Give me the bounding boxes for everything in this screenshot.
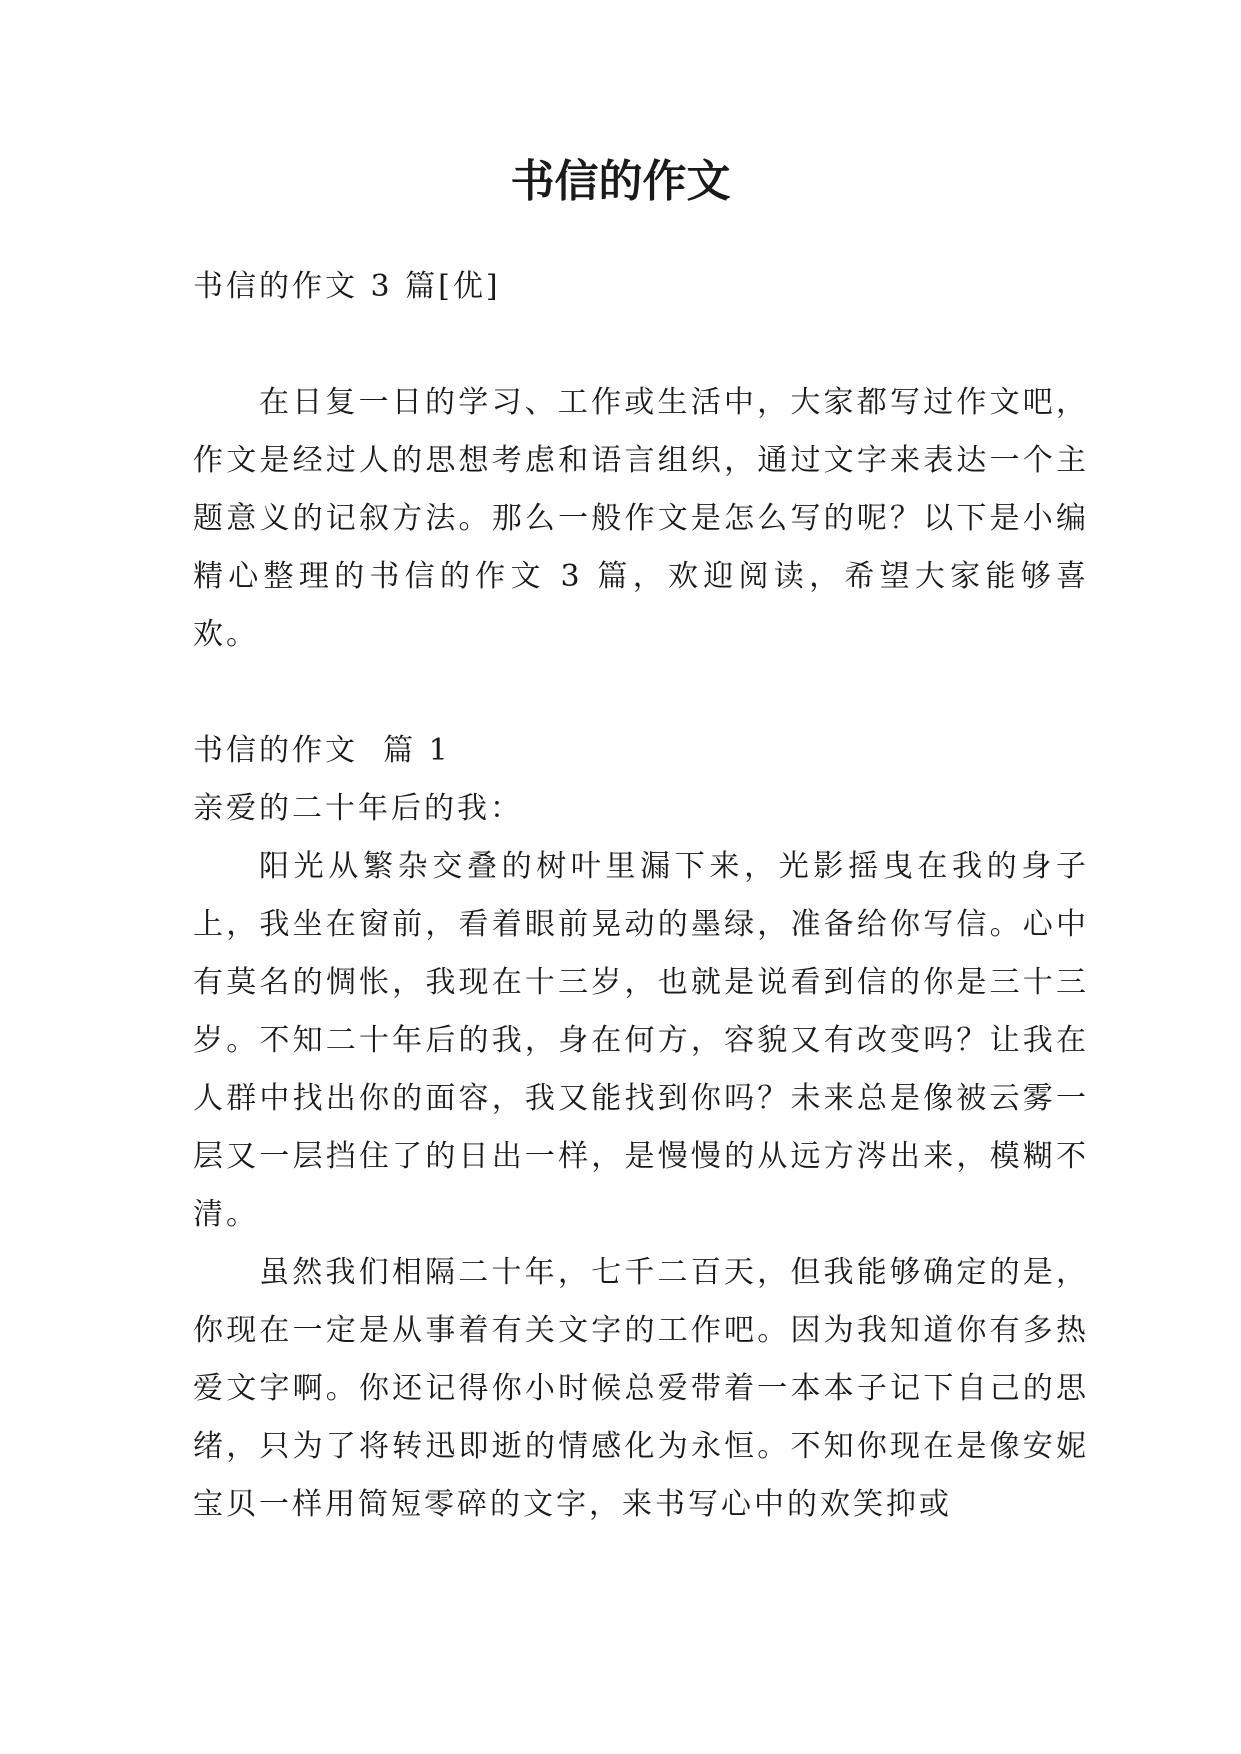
section-heading: 书信的作文 篇 1 xyxy=(193,733,451,768)
intro-paragraph: 在日复一日的学习、工作或生活中，大家都写过作文吧，作文是经过人的思想考虑和语言组织，通过文字来表达一个主题意义的记叙方法。那么一般作文是怎么写的呢？以下是小编精心整理的书信的作文 3 篇，欢迎阅读，希望大家能够喜欢。 xyxy=(193,385,1089,652)
document-body xyxy=(193,258,1089,1534)
body-paragraph: 阳光从繁杂交叠的树叶里漏下来，光影摇曳在我的身子上，我坐在窗前，看着眼前晃动的墨绿，准备给你写信。心中有莫名的惆怅，我现在十三岁，也就是说看到信的你是三十三岁。不知二十年后的我，身在何方，容貌又有改变吗？让我在人群中找出你的面容，我又能找到你吗？未来总是像被云雾一层又一层挡住了的日出一样，是慢慢的从远方涔出来，模糊不清。 xyxy=(193,849,1089,1232)
document-title: 书信的作文 xyxy=(510,156,731,207)
letter-salutation: 亲爱的二十年后的我： xyxy=(193,791,523,826)
document-subtitle: 书信的作文 3 篇[优] xyxy=(193,269,501,304)
spacer xyxy=(193,316,1089,374)
body-paragraph: 虽然我们相隔二十年，七千二百天，但我能够确定的是，你现在一定是从事着有关文字的工作吧。因为我知道你有多热爱文字啊。你还记得你小时候总爱带着一本本子记下自己的思绪，只为了将转迅即逝的情感化为永恒。不知你现在是像安妮宝贝一样用简短零碎的文字，来书写心中的欢笑抑或 xyxy=(193,1255,1089,1522)
spacer xyxy=(193,664,1089,722)
